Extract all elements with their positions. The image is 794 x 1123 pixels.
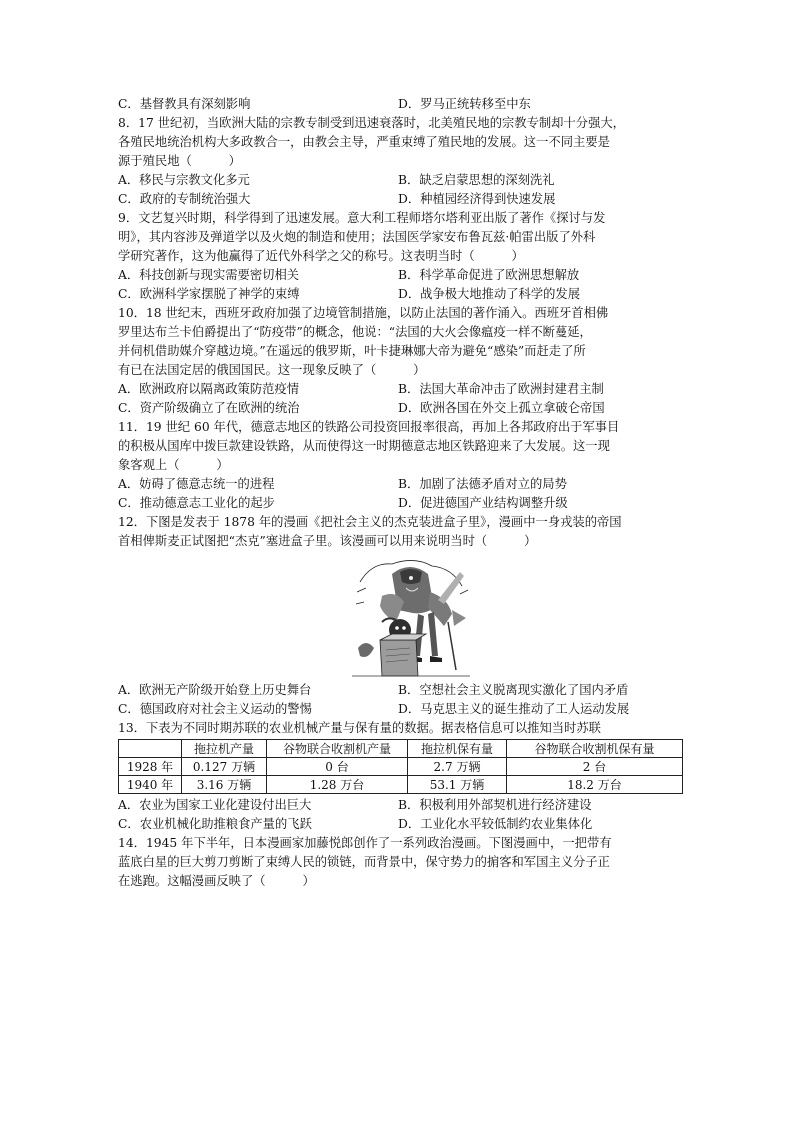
table-header-cell [119, 740, 182, 758]
q14-stem-line: 在逃跑。这幅漫画反映了（ ） [118, 874, 315, 888]
question-14 [118, 834, 683, 891]
q11-stem-line: 的积极从国库中拨巨款建设铁路，从而使得这一时期德意志地区铁路迎来了大发展。这一现 [118, 439, 610, 453]
question-8 [118, 114, 683, 209]
q10-option-b[interactable]: B．法国大革命冲击了欧洲封建君主制 [398, 382, 604, 396]
q8-stem-line: 源于殖民地（ ） [118, 154, 241, 168]
q8-option-d[interactable]: D．种植园经济得到快速发展 [398, 192, 556, 206]
q7-option-d[interactable]: D．罗马正统转移至中东 [398, 97, 531, 111]
q11-option-b[interactable]: B．加剧了法德矛盾对立的局势 [398, 477, 567, 491]
q11-option-c[interactable]: C．推动德意志工业化的起步 [118, 496, 275, 510]
q8-option-b[interactable]: B．缺乏启蒙思想的深刻洗礼 [398, 173, 555, 187]
q10-option-a[interactable]: A．欧洲政府以隔离政策防范疫情 [118, 382, 300, 396]
table-header-cell: 拖拉机保有量 [408, 740, 507, 758]
q13-stem-line: 13．下表为不同时期苏联的农业机械产量与保有量的数据。据表格信息可以推知当时苏联 [118, 721, 601, 735]
q12-option-a[interactable]: A．欧洲无产阶级开始登上历史舞台 [118, 683, 312, 697]
table-header-cell: 谷物联合收割机保有量 [507, 740, 683, 758]
q8-option-a[interactable]: A．移民与宗教文化多元 [118, 173, 250, 187]
table-row [119, 758, 683, 776]
q7-options-cd [118, 95, 683, 114]
q8-stem-line: 各殖民地统治机构大多政教合一，由教会主导，严重束缚了殖民地的发展。这一不同主要是 [118, 135, 610, 149]
q9-option-d[interactable]: D．战争极大地推动了科学的发展 [398, 287, 581, 301]
table-cell: 53.1 万辆 [408, 776, 507, 794]
table-header-cell: 谷物联合收割机产量 [267, 740, 408, 758]
q12-figure [118, 551, 683, 681]
q12-option-c[interactable]: C．德国政府对社会主义运动的警惕 [118, 702, 312, 716]
question-10 [118, 304, 683, 418]
q8-option-c[interactable]: C．政府的专制统治强大 [118, 192, 251, 206]
q12-option-d[interactable]: D．马克思主义的诞生推动了工人运动发展 [398, 702, 630, 716]
q10-stem-line: 10．18 世纪末，西班牙政府加强了边境管制措施，以防止法国的著作涌入。西班牙首相佛 [118, 306, 609, 320]
q11-stem-line: 11．19 世纪 60 年代，德意志地区的铁路公司投资回报率很高，再加上各邦政府出于军事目 [118, 420, 620, 434]
table-cell: 0.127 万辆 [182, 758, 267, 776]
q12-stem-line: 12．下图是发表于 1878 年的漫画《把社会主义的杰克装进盒子里》，漫画中一身戎装的帝国 [118, 515, 622, 529]
q11-stem-line: 象客观上（ ） [118, 458, 229, 472]
q12-option-b[interactable]: B．空想社会主义脱离现实激化了国内矛盾 [398, 683, 629, 697]
q13-option-a[interactable]: A．农业为国家工业化建设付出巨大 [118, 798, 312, 812]
table-cell: 2.7 万辆 [408, 758, 507, 776]
bismarck-cartoon-image [352, 552, 470, 680]
q9-option-a[interactable]: A．科技创新与现实需要密切相关 [118, 268, 300, 282]
q7-option-c[interactable]: C．基督教具有深刻影响 [118, 97, 251, 111]
q9-option-c[interactable]: C．欧洲科学家摆脱了神学的束缚 [118, 287, 300, 301]
table-cell: 0 台 [267, 758, 408, 776]
table-cell: 18.2 万台 [507, 776, 683, 794]
q10-stem-line: 罗里达布兰卡伯爵提出了“防疫带”的概念，他说：“法国的大火会像瘟疫一样不断蔓延， [118, 325, 592, 339]
question-9 [118, 209, 683, 304]
q10-stem-line: 有已在法国定居的俄国国民。这一现象反映了（ ） [118, 363, 426, 377]
q14-stem-line: 14．1945 年下半年，日本漫画家加藤悦郎创作了一系列政治漫画。下图漫画中，一把带有 [118, 836, 612, 850]
q12-stem-line: 首相俾斯麦正试图把“杰克”塞进盒子里。该漫画可以用来说明当时（ ） [118, 534, 537, 548]
q9-option-b[interactable]: B．科学革命促进了欧洲思想解放 [398, 268, 580, 282]
q14-stem-line: 蓝底白星的巨大剪刀剪断了束缚人民的锁链，而背景中，保守势力的掮客和军国主义分子正 [118, 855, 610, 869]
q13-option-d[interactable]: D．工业化水平较低制约农业集体化 [398, 817, 593, 831]
q13-option-b[interactable]: B．积极利用外部契机进行经济建设 [398, 798, 592, 812]
q9-stem-line: 明》，其内容涉及弹道学以及火炮的制造和使用；法国医学家安布鲁瓦兹·帕雷出版了外科 [118, 230, 596, 244]
question-13 [118, 719, 683, 834]
q9-stem-line: 学研究著作，这为他赢得了近代外科学之父的称号。这表明当时（ ） [118, 249, 524, 263]
soviet-agri-machinery-table [118, 739, 683, 794]
q8-stem-line: 8．17 世纪初，当欧洲大陆的宗教专制受到迅速衰落时，北美殖民地的宗教专制却十分强大， [118, 116, 625, 130]
q10-option-c[interactable]: C．资产阶级确立了在欧洲的统治 [118, 401, 300, 415]
table-cell: 3.16 万辆 [182, 776, 267, 794]
q10-option-d[interactable]: D．欧洲各国在外交上孤立拿破仑帝国 [398, 401, 605, 415]
question-11 [118, 418, 683, 513]
table-cell: 1928 年 [119, 758, 182, 776]
q9-stem-line: 9．文艺复兴时期，科学得到了迅速发展。意大利工程师塔尔塔利亚出版了著作《探讨与发 [118, 211, 606, 225]
table-cell: 1.28 万台 [267, 776, 408, 794]
table-cell: 1940 年 [119, 776, 182, 794]
q11-option-d[interactable]: D．促进德国产业结构调整升级 [398, 496, 568, 510]
exam-page [118, 95, 683, 891]
q13-option-c[interactable]: C．农业机械化助推粮食产量的飞跃 [118, 817, 312, 831]
q10-stem-line: 并伺机借助媒介穿越边境。”在遥远的俄罗斯，叶卡捷琳娜大帝为避免“感染”而赶走了所 [118, 344, 586, 358]
table-row [119, 776, 683, 794]
table-cell: 2 台 [507, 758, 683, 776]
table-header-row [119, 740, 683, 758]
question-12 [118, 513, 683, 719]
q11-option-a[interactable]: A．妨碍了德意志统一的进程 [118, 477, 275, 491]
table-header-cell: 拖拉机产量 [182, 740, 267, 758]
